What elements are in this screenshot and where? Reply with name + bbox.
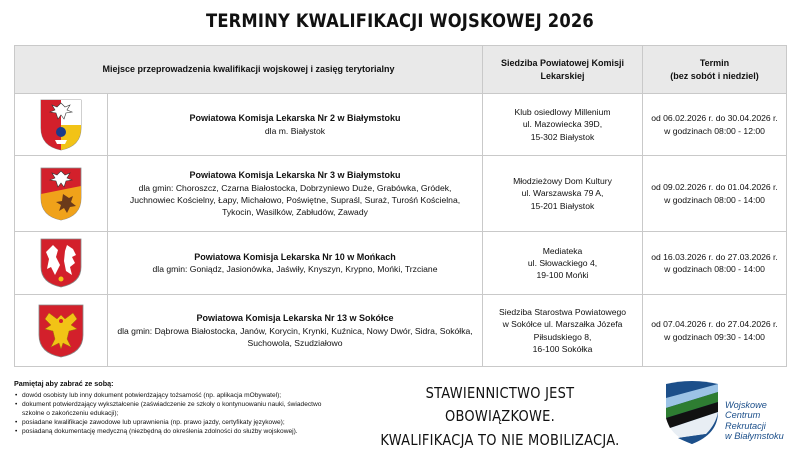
seat-cell [483, 94, 643, 156]
commission-area: dla gmin: Goniądz, Jasionówka, Jaświły, Knyszyn, Krypno, Mońki, Trzciane [152, 264, 438, 275]
commission-name: Powiatowa Komisja Lekarska Nr 13 w Sokółce [196, 312, 394, 323]
commission-area: dla gmin: Dąbrowa Białostocka, Janów, Korycin, Krynki, Kuźnica, Nowy Dwór, Sidra, Sokółka, Suchowola, Szudziałowo [117, 325, 473, 348]
place-cell [108, 94, 483, 156]
seat-line: ul. Mazowiecka 39D, [522, 119, 603, 130]
commission-area: dla gmin: Choroszcz, Czarna Białostocka, Dobrzyniewo Duże, Grabówka, Gródek, Juchnowiec Kościelny, Łapy, Michałowo, Poświętne, Supraśl, Suraż, Turośń Kościelna, Tykocin, Wasilków, Zabłudów, Zawady [129, 182, 461, 217]
seat-line: w Sokółce ul. Marszałka Józefa [502, 319, 623, 330]
place-cell [108, 156, 483, 232]
term-hours: w godzinach 09:30 - 14:00 [664, 331, 765, 342]
term-hours: w godzinach 08:00 - 14:00 [664, 194, 765, 205]
header-seat-line2: Lekarskiej [540, 70, 585, 81]
list-item: • dokument potwierdzający wykształcenie (zaświadczenie ze szkoły o kontynuowaniu nauki, świadectwo szkolne o zakończeniu edukacji); [14, 400, 324, 418]
seat-line: ul. Słowackiego 4, [527, 257, 598, 268]
header-term [643, 46, 787, 94]
bring-with-you-notes [14, 379, 324, 436]
table-row [15, 94, 787, 156]
crest-cell [15, 156, 108, 232]
table-header-row [15, 46, 787, 94]
logo-line4: w Białymstoku [725, 430, 784, 441]
table-row [15, 295, 787, 367]
seat-cell [483, 295, 643, 367]
term-cell [643, 295, 787, 367]
seat-line: Klub osiedlowy Millenium [514, 107, 611, 118]
term-hours: w godzinach 08:00 - 12:00 [664, 125, 765, 136]
term-dates: od 07.04.2026 r. do 27.04.2026 r. [651, 319, 778, 330]
place-cell [108, 232, 483, 295]
term-dates: od 06.02.2026 r. do 30.04.2026 r. [651, 113, 778, 124]
notes-list [14, 391, 324, 436]
table-row [15, 232, 787, 295]
slogan [374, 382, 626, 452]
term-cell [643, 232, 787, 295]
header-seat-line1: Siedziba Powiatowej Komisji [501, 57, 625, 68]
commission-name: Powiatowa Komisja Lekarska Nr 3 w Białymstoku [189, 169, 401, 180]
wcr-logo [660, 378, 795, 448]
seat-line: 16-100 Sokółka [532, 343, 593, 354]
seat-line: Młodzieżowy Dom Kultury [513, 176, 612, 187]
term-dates: od 16.03.2026 r. do 27.03.2026 r. [651, 251, 778, 262]
crest-cell [15, 94, 108, 156]
commission-area: dla m. Białystok [264, 125, 326, 136]
seat-line: 19-100 Mońki [536, 270, 589, 281]
table-row [15, 156, 787, 232]
bialostocki-county-coat-of-arms-icon [39, 166, 83, 222]
list-item: • dowód osobisty lub inny dokument potwierdzający tożsamość (np. aplikacja mObywatel); [14, 391, 324, 400]
logo-line2: Centrum [725, 410, 761, 421]
seat-cell [483, 156, 643, 232]
seat-line: ul. Warszawska 79 A, [521, 188, 604, 199]
term-cell [643, 156, 787, 232]
term-hours: w godzinach 08:00 - 14:00 [664, 264, 765, 274]
sokolka-county-coat-of-arms-icon [37, 303, 85, 359]
header-term-line1: Termin [699, 57, 730, 68]
crest-cell [15, 295, 108, 367]
bialystok-coat-of-arms-icon [39, 98, 83, 152]
seat-line: Mediateka [542, 245, 583, 256]
seat-line: 15-201 Białystok [530, 200, 595, 211]
header-term-line2: (bez sobót i niedziel) [670, 70, 759, 81]
page-title: TERMINY KWALIFIKACJI WOJSKOWEJ 2026 [206, 10, 594, 32]
schedule-table [14, 45, 787, 367]
seat-line: Piłsudskiego 8, [533, 331, 592, 342]
header-place: Miejsce przeprowadzenia kwalifikacji wojskowej i zasięg terytorialny [15, 46, 483, 94]
notes-title: Pamiętaj aby zabrać ze sobą: [14, 379, 114, 388]
slogan-line1: STAWIENNICTWO JEST OBOWIĄZKOWE. [425, 384, 575, 426]
term-dates: od 09.02.2026 r. do 01.04.2026 r. [651, 182, 778, 193]
slogan-line2: KWALIFIKACJA TO NIE MOBILIZACJA. [380, 430, 620, 449]
logo-line1: Wojskowe [725, 400, 767, 410]
monki-county-coat-of-arms-icon [39, 237, 83, 289]
term-cell [643, 94, 787, 156]
crest-cell [15, 232, 108, 295]
commission-name: Powiatowa Komisja Lekarska Nr 2 w Białymstoku [189, 113, 401, 124]
seat-line: Siedziba Starostwa Powiatowego [498, 307, 627, 318]
seat-line: 15-302 Białystok [530, 131, 595, 142]
logo-line3: Rekrutacji [725, 420, 766, 431]
place-cell [108, 295, 483, 367]
header-seat [483, 46, 643, 94]
seat-cell [483, 232, 643, 295]
commission-name: Powiatowa Komisja Lekarska Nr 10 w Mońkach [194, 251, 396, 262]
list-item: • posiadaną dokumentację medyczną (niezbędną do określenia zdolności do służby wojskowej). [14, 427, 324, 436]
logo-text [725, 400, 784, 441]
list-item: • posiadane kwalifikacje zawodowe lub uprawnienia (np. prawo jazdy, certyfikaty językowe); [14, 418, 324, 427]
wcr-shield-logo-icon [660, 378, 724, 446]
